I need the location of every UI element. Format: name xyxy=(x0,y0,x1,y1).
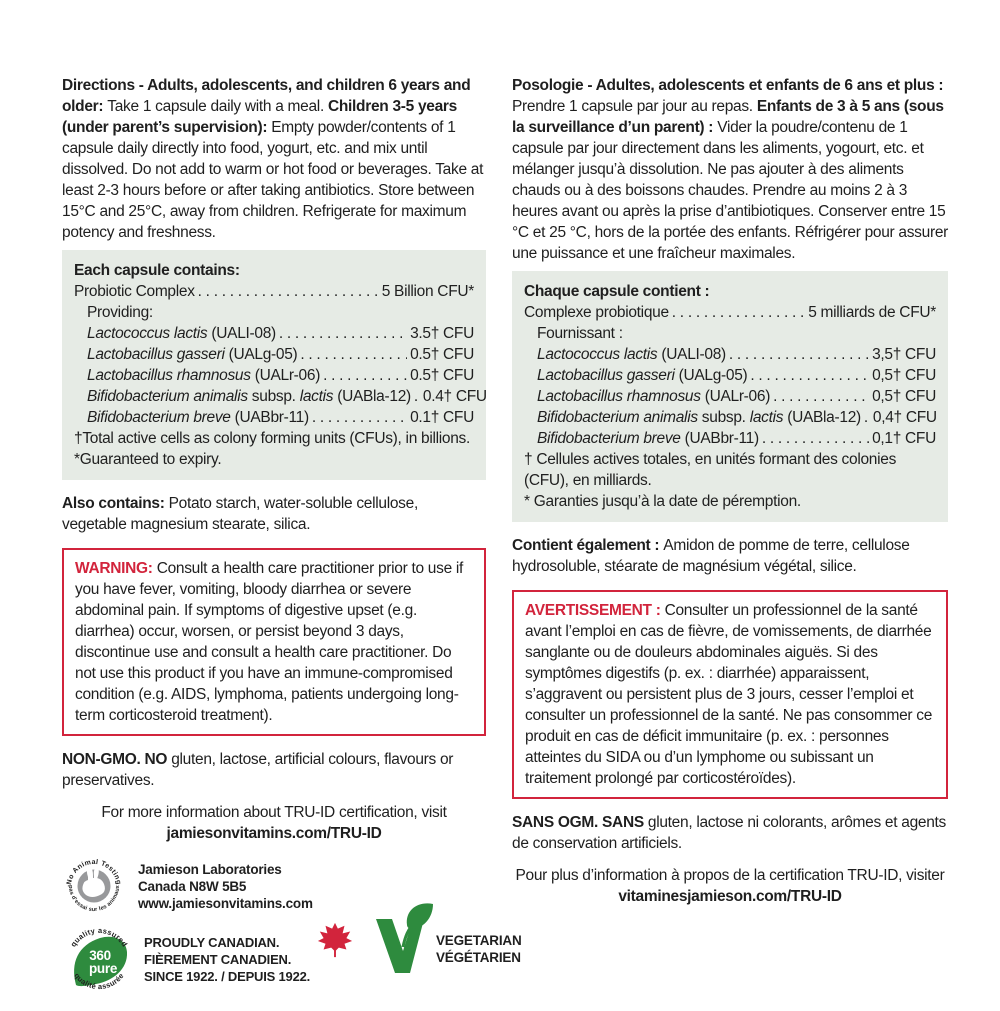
ingredient-name: Lactococcus lactis (UALI-08) xyxy=(537,346,726,363)
ingredient-name: Bifidobacterium animalis subsp. lactis (UABla-12) xyxy=(537,409,861,426)
360-pure-icon xyxy=(62,919,136,999)
directions-paragraph: Directions - Adults, adolescents, and children 6 years and older: Take 1 capsule daily with a meal. Children 3-5 years (under parent’s supervision): Empty powder/contents of 1 capsule daily directly into food, yogurt, etc. and mix until dissolved. Do not add to warm or hot food or beverages. Take at least 2-3 hours before or after taking antibiotics. Store between 15°C and 25°C, away from children. Refrigerate for maximum potency and freshness. xyxy=(62,77,484,241)
rabbit-top-text: No Animal Testing xyxy=(66,858,122,886)
company-website: www.jamiesonvitamins.com xyxy=(138,895,313,911)
ingredient-name: Lactococcus lactis (UALI-08) xyxy=(87,325,276,342)
dot-leader xyxy=(312,407,407,428)
ingredient-row xyxy=(524,365,936,386)
complex-value: 5 Billion CFU* xyxy=(381,283,474,300)
dot-leader xyxy=(750,365,869,386)
proudly-line1: PROUDLY CANADIAN. xyxy=(144,934,280,950)
panel-title: Chaque capsule contient : xyxy=(524,283,710,300)
ingredient-row xyxy=(524,428,936,449)
english-column xyxy=(62,75,522,1011)
dot-leader xyxy=(773,386,869,407)
warning-paragraph: WARNING: Consult a health care practitioner prior to use if you have fever, vomiting, bloody diarrhea or severe abdominal pain. If symptoms of digestive upset (e.g. diarrhea) occur, worsen, or persist beyond 3 days, discontinue use and consult a health care practitioner. Do not use this product if you have an immune-compromised condition (e.g. AIDS, lymphoma, patients undergoing long-term corticosteroid treatment). xyxy=(75,560,464,724)
ingredient-name: Lactobacillus gasseri (UALg-05) xyxy=(537,367,748,384)
ingredient-name: Lactobacillus rhamnosus (UALr-06) xyxy=(537,388,771,405)
ingredient-value: 0,4† CFU xyxy=(872,409,937,426)
company-address xyxy=(138,861,313,912)
complex-row xyxy=(524,302,936,323)
warning-box-fr xyxy=(512,590,948,799)
certification-logos xyxy=(62,853,522,1011)
french-column xyxy=(512,75,948,907)
ingredient-row xyxy=(74,365,474,386)
panel-title: Each capsule contains: xyxy=(74,262,240,279)
supplement-facts-panel-en xyxy=(62,250,486,480)
ingredient-name: Lactobacillus gasseri (UALg-05) xyxy=(87,346,298,363)
no-animal-testing-icon xyxy=(62,853,126,919)
ingredient-name: Bifidobacterium animalis subsp. lactis (UABla-12) xyxy=(87,388,411,405)
dot-leader xyxy=(414,386,420,407)
ingredient-row xyxy=(74,386,487,407)
ingredient-value: 0,1† CFU xyxy=(872,430,936,447)
supplement-facts-panel-fr xyxy=(512,271,948,522)
dot-leader xyxy=(323,365,407,386)
ingredient-value: 3.5† CFU xyxy=(410,325,474,342)
ingredient-row xyxy=(524,386,936,407)
complex-row xyxy=(74,281,474,302)
ingredient-name: Bifidobacterium breve (UABbr-11) xyxy=(537,430,759,447)
ingredient-row xyxy=(524,407,936,428)
dot-leader xyxy=(300,344,407,365)
complex-value: 5 milliards de CFU* xyxy=(808,304,936,321)
complex-label: Complexe probiotique xyxy=(524,304,669,321)
proudly-line2: FIÈREMENT CANADIEN. xyxy=(144,951,292,967)
avertissement-paragraph: AVERTISSEMENT : Consulter un professionnel de la santé avant l’emploi en cas de fièvre, de vomissements, de diarrhée sanglante ou de douleurs abdominales aiguës. Si des symptômes digestifs (p. ex. : diarrhée) apparaissent, s’aggravent ou persistent plus de 3 jours, cesser l’emploi et consulter un professionnel de la santé. Ne pas consommer ce produit en cas de déficit immunitaire (p. ex. : personnes atteintes du SIDA ou d’un lymphome ou subissant un traitement prolongé par corticostéroïdes). xyxy=(525,602,933,787)
pure-top-text: quality assured xyxy=(68,925,130,949)
dot-leader xyxy=(198,281,379,302)
maple-leaf-icon xyxy=(316,921,354,959)
ingredient-value: 0.5† CFU xyxy=(410,367,474,384)
ingredient-value: 0.1† CFU xyxy=(410,409,474,426)
sans-ogm-paragraph: SANS OGM. SANS gluten, lactose ni colorants, arômes et agents de conservation artificiels. xyxy=(512,814,946,852)
ingredient-name: Bifidobacterium breve (UABbr-11) xyxy=(87,409,309,426)
dot-leader xyxy=(762,428,869,449)
ingredient-name: Lactobacillus rhamnosus (UALr-06) xyxy=(87,367,321,384)
non-gmo-paragraph: NON-GMO. NO gluten, lactose, artificial colours, flavours or preservatives. xyxy=(62,751,454,789)
vegetarian-en: VEGETARIAN xyxy=(436,933,522,948)
dot-leader xyxy=(279,323,407,344)
company-postal: Canada N8W 5B5 xyxy=(138,878,247,894)
vegetarian-logo xyxy=(374,901,522,975)
tru-id-url: jamiesonvitamins.com/TRU-ID xyxy=(166,825,382,842)
rabbit-bottom-text: pas d’essai sur les animaux xyxy=(66,885,122,914)
providing-label: Providing: xyxy=(87,304,153,321)
providing-label: Fournissant : xyxy=(537,325,623,342)
vegetarian-fr: VÉGÉTARIEN xyxy=(436,950,521,965)
ingredient-row xyxy=(74,344,474,365)
tru-id-note-en xyxy=(62,802,486,844)
footnote-dagger: † Cellules actives totales, en unités formant des colonies (CFU), en milliards. xyxy=(524,451,897,489)
tru-id-line: Pour plus d’information à propos de la certification TRU-ID, visiter xyxy=(515,867,945,884)
warning-box-en xyxy=(62,548,486,736)
dot-leader xyxy=(864,407,870,428)
pure-bottom-text: qualité assurée xyxy=(72,971,126,992)
vegetarian-text xyxy=(436,932,522,966)
ingredient-value: 0.5† CFU xyxy=(410,346,474,363)
complex-label: Probiotic Complex xyxy=(74,283,195,300)
dot-leader xyxy=(729,344,869,365)
pure-360-text: 360 xyxy=(89,948,111,963)
ingredient-value: 0.4† CFU xyxy=(422,388,487,405)
ingredient-row xyxy=(74,407,474,428)
pure-pure-text: pure xyxy=(88,961,118,976)
tru-id-url: vitaminesjamieson.com/TRU-ID xyxy=(618,888,842,905)
proudly-line3: SINCE 1922. / DEPUIS 1922. xyxy=(144,968,311,984)
posologie-paragraph: Posologie - Adultes, adolescents et enfants de 6 ans et plus : Prendre 1 capsule par jour au repas. Enfants de 3 à 5 ans (sous la surveillance d’un parent) : Vider la poudre/contenu de 1 capsule par jour directement dans les aliments, yogourt, etc. et mélanger jusqu’à dissolution. Ne pas ajouter à des aliments chauds ou à des boissons chaudes. Prendre au moins 2 à 3 heures avant ou après la prise d’antibiotiques. Conserver entre 15 °C et 25 °C, hors de la portée des enfants. Réfrigérer pour assurer une puissance et une fraîcheur maximales. xyxy=(512,77,949,262)
contient-egalement-paragraph: Contient également : Amidon de pomme de terre, cellulose hydrosoluble, stéarate de magnésium végétal, silice. xyxy=(512,537,910,575)
ingredient-value: 3,5† CFU xyxy=(872,346,936,363)
tru-id-line: For more information about TRU-ID certification, visit xyxy=(101,804,447,821)
ingredient-value: 0,5† CFU xyxy=(872,367,936,384)
dot-leader xyxy=(672,302,805,323)
ingredient-row xyxy=(74,323,474,344)
proudly-canadian-text xyxy=(144,934,310,985)
tru-id-note-fr xyxy=(512,865,948,907)
company-name: Jamieson Laboratories xyxy=(138,861,282,877)
also-contains-paragraph: Also contains: Potato starch, water-soluble cellulose, vegetable magnesium stearate, silica. xyxy=(62,495,418,533)
ingredient-row xyxy=(524,344,936,365)
footnote-star: * Garanties jusqu’à la date de péremption. xyxy=(524,493,801,510)
footnote-star: *Guaranteed to expiry. xyxy=(74,451,222,468)
footnote-dagger: †Total active cells as colony forming units (CFUs), in billions. xyxy=(74,430,471,447)
ingredient-value: 0,5† CFU xyxy=(872,388,936,405)
vegetarian-v-icon xyxy=(374,901,434,975)
